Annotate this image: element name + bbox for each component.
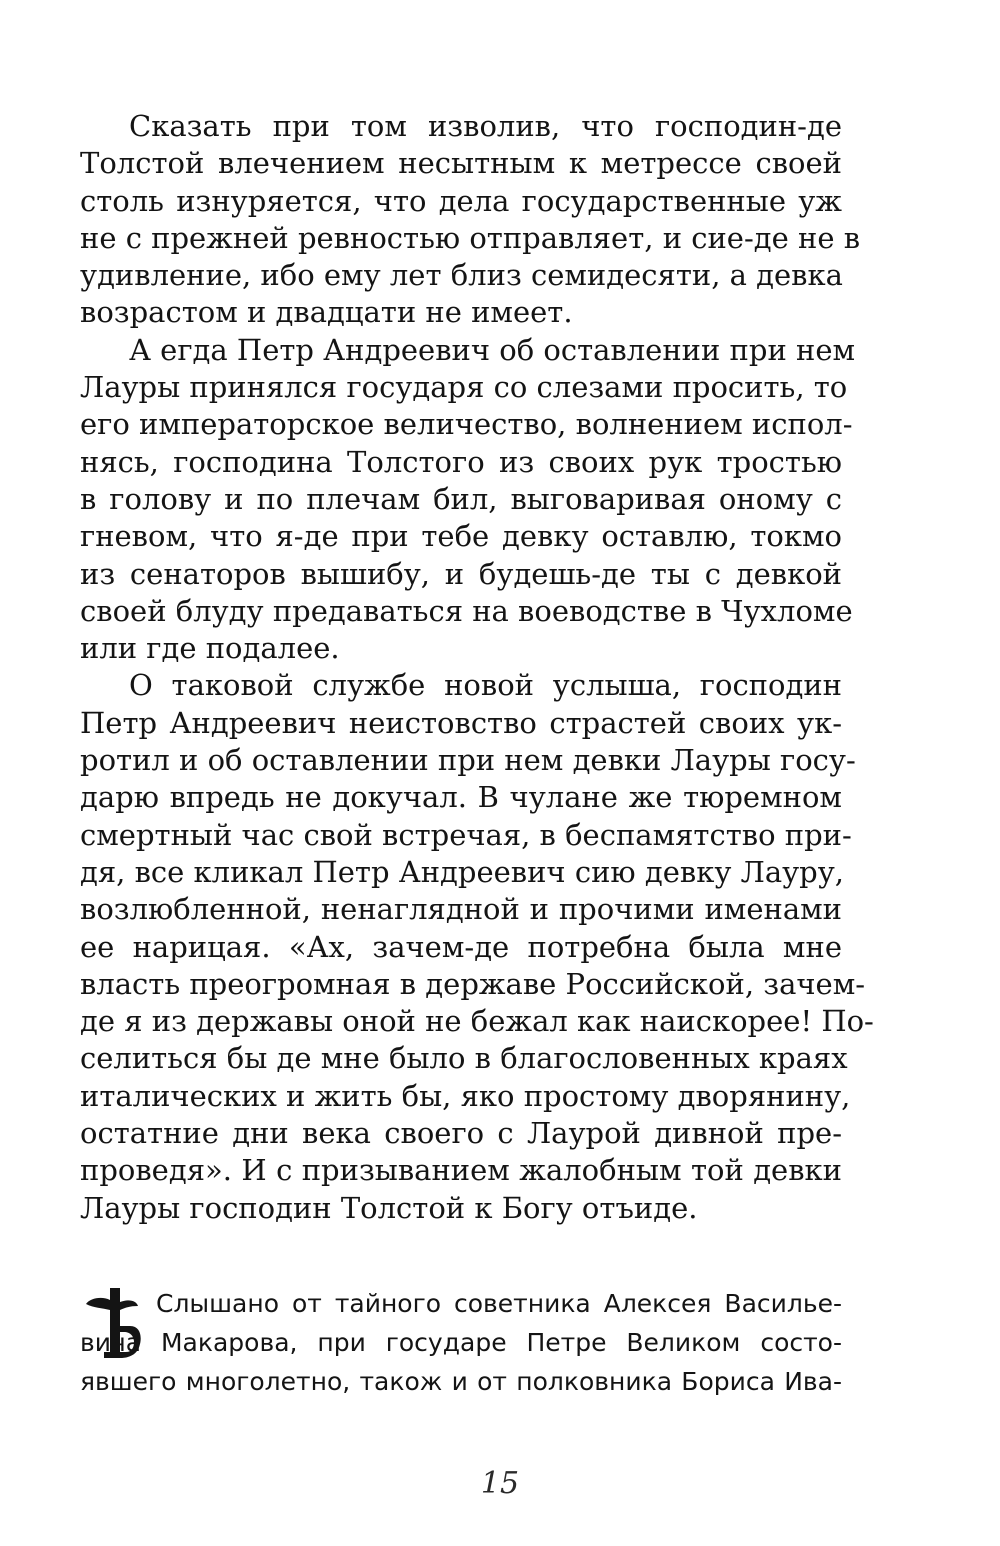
text-line: Сказать при том изволив, что господин-де [129, 109, 842, 143]
text-line: удивление, ибо ему лет близ семидесяти, а девка [80, 258, 843, 293]
text-line: Петр Андреевич неистовство страстей своих ук- [80, 705, 842, 740]
text-line: не с прежней ревностью отправляет, и сие-де не в [80, 220, 861, 255]
text-line: ротил и об оставлении при нем девки Лауры госу- [80, 743, 856, 778]
paragraph-2 [80, 332, 856, 668]
text-line: Слышано от тайного советника Алексея Василье- [156, 1289, 842, 1318]
text-line: власть преогромная в державе Российской, зачем- [80, 966, 866, 1001]
text-line: возлюбленной, ненаглядной и прочими именами [80, 892, 842, 927]
text-line: явшего многолетно, також и от полковника Бориса Ива- [80, 1367, 842, 1396]
text-line: де я из державы оной не бежал как наискорее! По- [80, 1004, 874, 1039]
text-line: в голову и по плечам бил, выговаривая оному с [80, 481, 842, 516]
main-text-block [80, 108, 874, 1227]
text-line: дарю впредь не докучал. В чулане же тюремном [80, 780, 842, 815]
paragraph-1 [80, 108, 861, 332]
text-line: ее нарицая. «Ах, зачем-де потребна была мне [80, 929, 842, 964]
text-line: возрастом и двадцати не имеет. [80, 295, 573, 330]
text-line: смертный час свой встречая, в беспамятство при- [80, 817, 852, 852]
text-line: его императорское величество, волнением испол- [80, 407, 853, 442]
paragraph-3 [80, 667, 874, 1226]
text-line: Лауры принялся государя со слезами просить, то [80, 370, 848, 405]
text-line: Толстой влечением несытным к метрессе своей [80, 146, 842, 181]
text-line: или где подалее. [80, 631, 340, 666]
text-line: проведя». И с призыванием жалобным той девки [80, 1153, 842, 1188]
text-line: остатние дни века своего с Лаурой дивной пре- [80, 1116, 842, 1151]
text-line: своей блуду предаваться на воеводстве в Чухломе [80, 593, 853, 628]
text-line: из сенаторов вышибу, и будешь-де ты с девкой [80, 556, 842, 591]
text-line: Лауры господин Толстой к Богу отъиде. [80, 1190, 698, 1225]
text-line: нясь, господина Толстого из своих рук тростью [80, 444, 842, 479]
text-line: италических и жить бы, яко простому дворянину, [80, 1078, 851, 1113]
text-line: столь изнуряется, что дела государственные уж [80, 183, 842, 218]
next-section-text [80, 1284, 842, 1401]
page-number: 15 [480, 1466, 520, 1501]
text-line: О таковой службе новой услыша, господин [129, 668, 842, 703]
text-line: дя, все кликал Петр Андреевич сию девку Лауру, [80, 854, 845, 889]
text-line: селиться бы де мне было в благословенных краях [80, 1041, 848, 1076]
text-line: гневом, что я-де при тебе девку оставлю, токмо [80, 519, 842, 554]
text-line: А егда Петр Андреевич об оставлении при нем [129, 332, 856, 367]
text-line: вича Макарова, при государе Петре Великом состо- [80, 1328, 842, 1357]
